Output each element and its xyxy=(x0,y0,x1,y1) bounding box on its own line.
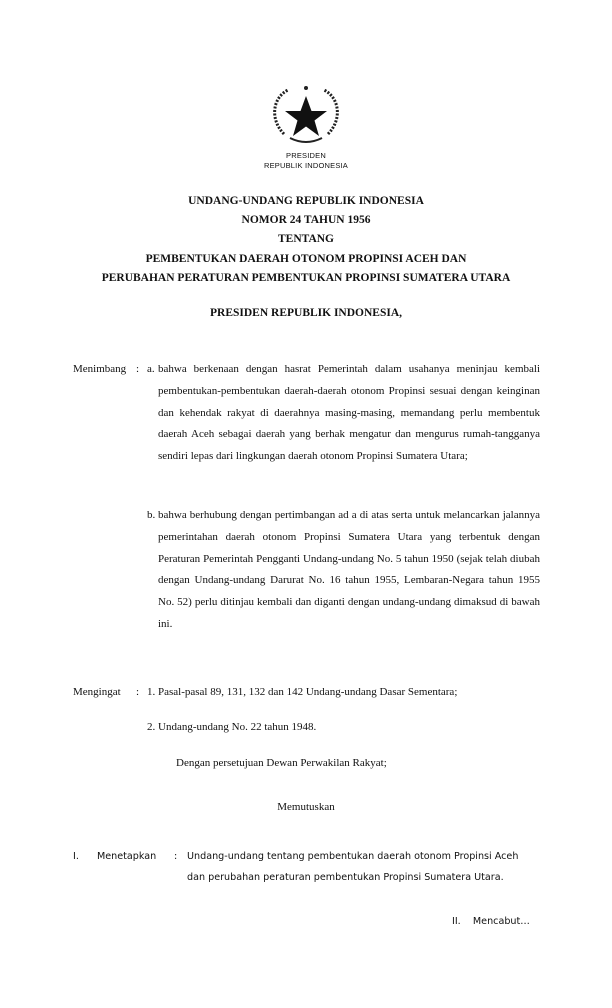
mengingat-item-2: Undang-undang No. 22 tahun 1948. xyxy=(158,721,317,733)
title-line-1: UNDANG-UNDANG REPUBLIK INDONESIA xyxy=(188,195,424,207)
title-line-3: TENTANG xyxy=(277,233,335,245)
menetapkan-number: I. xyxy=(73,851,79,862)
item-mark-1: 1. xyxy=(147,686,156,698)
seal-caption-republik: REPUBLIK INDONESIA xyxy=(263,161,349,170)
menimbang-item-b: bahwa berhubung dengan pertimbangan ad a di atas serta untuk melancarkan jalannya pemerintahan daerah otonom Propinsi Sumatera Utara yang terbentuk dengan Peraturan Pemerintah Pengganti Undang-undang No. 5 tahun 1950 (sejak telah diubah dengan Undang-undang Darurat No. 16 tahun 1955, Lembaran-Negara tahun 1955 No. 52) perlu ditinjau kembali dan diganti dengan undang-undang dimaksud di bawah ini. xyxy=(158,509,540,630)
item-mark-2: 2. xyxy=(147,721,156,733)
menimbang-label: Menimbang xyxy=(73,363,127,375)
garuda-seal-icon xyxy=(266,82,346,148)
persetujuan-text: Dengan persetujuan Dewan Perwakilan Rakyat; xyxy=(176,757,387,769)
seal-caption-presiden: PRESIDEN xyxy=(286,151,326,160)
item-mark-b: b. xyxy=(147,509,156,521)
president-heading: PRESIDEN REPUBLIK INDONESIA, xyxy=(209,307,403,319)
menimbang-item-a: bahwa berkenaan dengan hasrat Pemerintah dalam usahanya meninjau kembali pembentukan-pembentukan daerah-daerah otonom Propinsi sesuai dengan keinginan dan kehendak rakyat di daerahnya masing-masing, memandang perlu membentuk daerah Aceh sebagai daerah yang berhak mengatur dan mengurus rumah-tangganya sendiri lepas dari lingkungan daerah otonom Propinsi Sumatera Utara; xyxy=(158,363,540,463)
item-mark-a: a. xyxy=(147,363,155,375)
title-line-2: NOMOR 24 TAHUN 1956 xyxy=(241,214,371,226)
title-line-4: PEMBENTUKAN DAERAH OTONOM PROPINSI ACEH DAN xyxy=(145,253,467,265)
next-page-catchword: II. Mencabut… xyxy=(452,916,530,927)
mengingat-colon: : xyxy=(136,686,140,698)
mengingat-label: Mengingat xyxy=(73,686,121,698)
memutuskan-heading: Memutuskan xyxy=(277,801,335,813)
menetapkan-text: Undang-undang tentang pembentukan daerah otonom Propinsi Aceh dan perubahan peraturan pembentukan Propinsi Sumatera Utara. xyxy=(187,851,519,883)
menimbang-colon: : xyxy=(136,363,140,375)
menetapkan-colon: : xyxy=(174,851,178,862)
menetapkan-label: Menetapkan xyxy=(97,851,157,862)
mengingat-item-1: Pasal-pasal 89, 131, 132 dan 142 Undang-undang Dasar Sementara; xyxy=(158,686,458,698)
title-line-5: PERUBAHAN PERATURAN PEMBENTUKAN PROPINSI SUMATERA UTARA xyxy=(101,272,511,284)
